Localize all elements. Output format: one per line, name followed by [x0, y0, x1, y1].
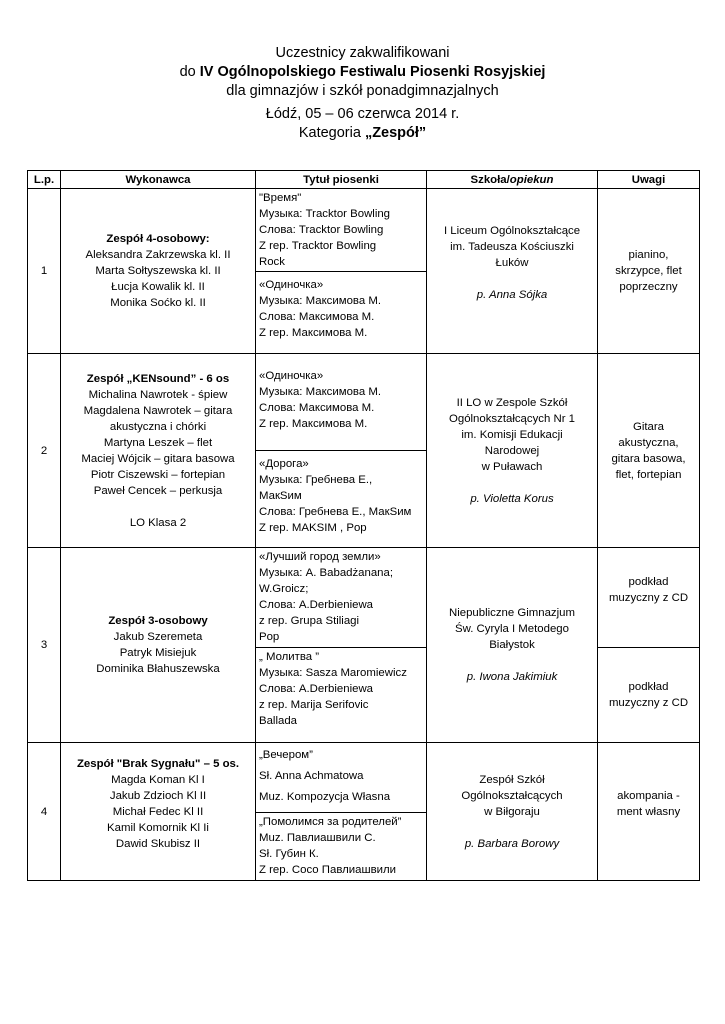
song-cell [256, 272, 427, 354]
notes-cell [598, 548, 700, 648]
member-name: Magda Koman Kl I [111, 773, 205, 786]
song-title: «Лучший город земли» [259, 551, 381, 563]
school-cell [427, 743, 598, 881]
school-line: im. Tadeusza Kościuszki [450, 241, 574, 253]
song-line: Sł. Anna Achmatowa [259, 770, 364, 782]
notes-line: gitara basowa, [611, 452, 686, 465]
song-cell [256, 548, 427, 648]
member-name: Maciej Wójcik – gitara basowa [81, 452, 235, 465]
song-line: Слова: Максимова М. [259, 402, 375, 414]
school-line: im. Komisji Edukacji [461, 428, 563, 441]
song-line: Z rep. Максимова М. [259, 418, 368, 430]
song-line: Слова: Максимова М. [259, 311, 375, 323]
ensemble-name: Zespół „KENsound” - 6 os [86, 372, 230, 385]
school-line: w Biłgoraju [484, 805, 540, 818]
member-name: Monika Soćko kl. II [110, 297, 206, 309]
teacher-name: p. Barbara Borowy [464, 837, 560, 850]
member-name: Piotr Ciszewski – fortepian [90, 468, 226, 481]
ensemble-name: Zespół 4-osobowy: [106, 233, 210, 245]
notes-cell [598, 648, 700, 743]
header-line-2 [0, 63, 725, 82]
song-line: Музыка: Гребнева Е., [259, 474, 373, 486]
spacer [431, 820, 593, 836]
member-name: Patryk Misiejuk [119, 647, 197, 659]
notes-line: podkład [628, 681, 669, 693]
song-line: Ballada [259, 715, 297, 727]
performer-cell [61, 189, 256, 354]
song-title: „ Молитва ” [259, 651, 320, 663]
song-cell [256, 813, 427, 881]
school-line: I Liceum Ogólnokształcące [443, 225, 581, 237]
header-song: Tytuł piosenki [256, 171, 427, 189]
song-line: Muz. Павлиашвили С. [259, 832, 376, 844]
member-name: Magdalena Nawrotek – gitara [83, 404, 233, 417]
notes-line: pianino, [628, 249, 669, 261]
spacer [431, 303, 593, 319]
song-line: Слова: Гребнева Е., МакSим [259, 506, 412, 518]
header-line-3: dla gimnazjów i szkół ponadgimnazjalnych [226, 83, 499, 99]
song-title: «Одиночка» [259, 279, 324, 291]
category-name: „Zespół” [364, 125, 427, 141]
song-line: Слова: A.Derbieniewa [259, 683, 374, 695]
song-line: Музыка: Tracktor Bowling [259, 208, 391, 220]
header-line-2-prefix: do [179, 64, 200, 80]
table-row [28, 354, 700, 451]
song-cell [256, 451, 427, 548]
song-title: „Помолимся за родителей” [259, 816, 402, 828]
notes-line: akustyczna, [618, 436, 679, 449]
table-header-row [28, 171, 700, 189]
member-name: Dominika Błahuszewska [96, 663, 220, 675]
notes-line: flet, fortepian [615, 468, 682, 481]
school-line: Ogólnokształcących [461, 789, 563, 802]
header-teacher-label: opiekun [509, 173, 554, 186]
school-line: Św. Cyryla I Metodego [455, 623, 569, 635]
member-name: Aleksandra Zakrzewska kl. II [85, 249, 231, 261]
song-line: Музыка: Sasza Maromiewicz [259, 667, 407, 679]
song-line: Z rep. MAKSIM , Pop [259, 522, 367, 534]
participants-table [27, 170, 700, 881]
song-title: „Вечером” [259, 749, 313, 761]
spacer [601, 820, 696, 836]
song-title: «Одиночка» [259, 370, 324, 382]
header-lp: L.p. [28, 171, 61, 189]
song-line: Музыка: Максимова М. [259, 295, 381, 307]
teacher-name: p. Anna Sójka [476, 289, 548, 301]
song-line: Z rep. Сосо Павлиашвили [259, 864, 397, 876]
table-row [28, 548, 700, 648]
notes-cell [598, 189, 700, 354]
school-line: w Puławach [481, 460, 543, 473]
song-line: Музыка: Максимова М. [259, 386, 381, 398]
spacer [431, 475, 593, 491]
song-line: Muz. Kompozycja Własna [259, 791, 391, 803]
row-number: 3 [28, 548, 61, 743]
ensemble-name: Zespół "Brak Sygnału" – 5 os. [76, 757, 240, 770]
school-line: II LO w Zespole Szkół [456, 396, 568, 409]
school-line: Zespół Szkół [479, 773, 545, 786]
notes-line: poprzeczny [619, 281, 678, 293]
performer-cell [61, 354, 256, 548]
song-line: Слова: A.Derbieniewa [259, 599, 374, 611]
member-name: Marta Sołtyszewska kl. II [95, 265, 221, 277]
notes-line: muzyczny z CD [608, 697, 689, 709]
teacher-name: p. Violetta Korus [470, 492, 554, 505]
song-line: z rep. Grupa Stiliagi [259, 615, 360, 627]
song-line: Z rep. Tracktor Bowling [259, 240, 377, 252]
member-name: Dawid Skubisz II [115, 837, 201, 850]
header-school [427, 171, 598, 189]
spacer [64, 852, 252, 868]
school-line: Narodowej [484, 444, 540, 457]
school-cell [427, 189, 598, 354]
member-name: Jakub Zdzioch Kl II [109, 789, 207, 802]
header-school-label: Szkoła/ [470, 173, 510, 186]
header-line-5-prefix: Kategoria [298, 125, 365, 141]
song-line: W.Groicz; [259, 583, 309, 595]
member-name: Kamil Komornik Kl Ii [107, 821, 209, 834]
member-name: Paweł Cencek – perkusja [93, 484, 223, 497]
song-cell [256, 189, 427, 272]
school-line: Ogólnokształcących Nr 1 [449, 412, 575, 425]
member-name: akustyczna i chórki [109, 420, 207, 433]
notes-line: skrzypce, flet [615, 265, 682, 277]
school-cell [427, 354, 598, 548]
header-line-5 [0, 124, 725, 143]
school-cell [427, 548, 598, 743]
ensemble-name: Zespół 3-osobowy [108, 615, 208, 627]
row-number: 1 [28, 189, 61, 354]
song-line: МакSим [259, 490, 302, 502]
spacer [64, 499, 252, 515]
teacher-name: p. Iwona Jakimiuk [466, 671, 558, 683]
table-row [28, 743, 700, 813]
festival-name: IV Ogólnopolskiego Festiwalu Piosenki Rosyjskiej [199, 64, 546, 80]
performer-cell [61, 548, 256, 743]
song-title: «Дорога» [259, 458, 309, 470]
notes-line: Gitara [632, 420, 665, 433]
song-line: Z rep. Максимова М. [259, 327, 368, 339]
member-name: Michał Fedec Kl II [112, 805, 204, 818]
header-line-1: Uczestnicy zakwalifikowani [275, 45, 450, 61]
song-line: Слова: Tracktor Bowling [259, 224, 384, 236]
notes-line: podkład [628, 575, 669, 588]
song-cell [256, 743, 427, 813]
spacer [431, 271, 593, 287]
header-line-4: Łódź, 05 – 06 czerwca 2014 r. [265, 106, 460, 122]
row-number: 2 [28, 354, 61, 548]
song-cell [256, 354, 427, 451]
document-header [0, 44, 725, 143]
notes-cell [598, 743, 700, 881]
song-line: Rock [259, 256, 285, 268]
member-name: Michalina Nawrotek - śpiew [88, 388, 228, 401]
member-name: Jakub Szeremeta [113, 631, 203, 643]
song-line: z rep. Marija Serifovic [259, 699, 369, 711]
school-line: Łuków [495, 257, 529, 269]
spacer [431, 653, 593, 669]
song-line: Pop [259, 631, 280, 643]
song-line: Sł. Губин К. [259, 848, 319, 860]
row-number: 4 [28, 743, 61, 881]
notes-cell [598, 354, 700, 548]
performer-cell [61, 743, 256, 881]
song-cell [256, 648, 427, 743]
song-line: Музыка: A. Babadżanana; [259, 567, 394, 579]
header-performer: Wykonawca [61, 171, 256, 189]
school-line: Niepubliczne Gimnazjum [449, 607, 575, 619]
notes-line: akompania - [617, 789, 680, 802]
school-line: Białystok [489, 639, 535, 651]
notes-line: ment własny [616, 805, 681, 818]
table-row [28, 189, 700, 272]
header-notes: Uwagi [598, 171, 700, 189]
notes-line: muzyczny z CD [608, 591, 689, 604]
member-name: Łucja Kowalik kl. II [111, 281, 205, 293]
member-name: Martyna Leszek – flet [103, 436, 213, 449]
spacer [601, 606, 696, 622]
song-title: "Время" [259, 192, 302, 204]
class-label: LO Klasa 2 [129, 516, 187, 529]
